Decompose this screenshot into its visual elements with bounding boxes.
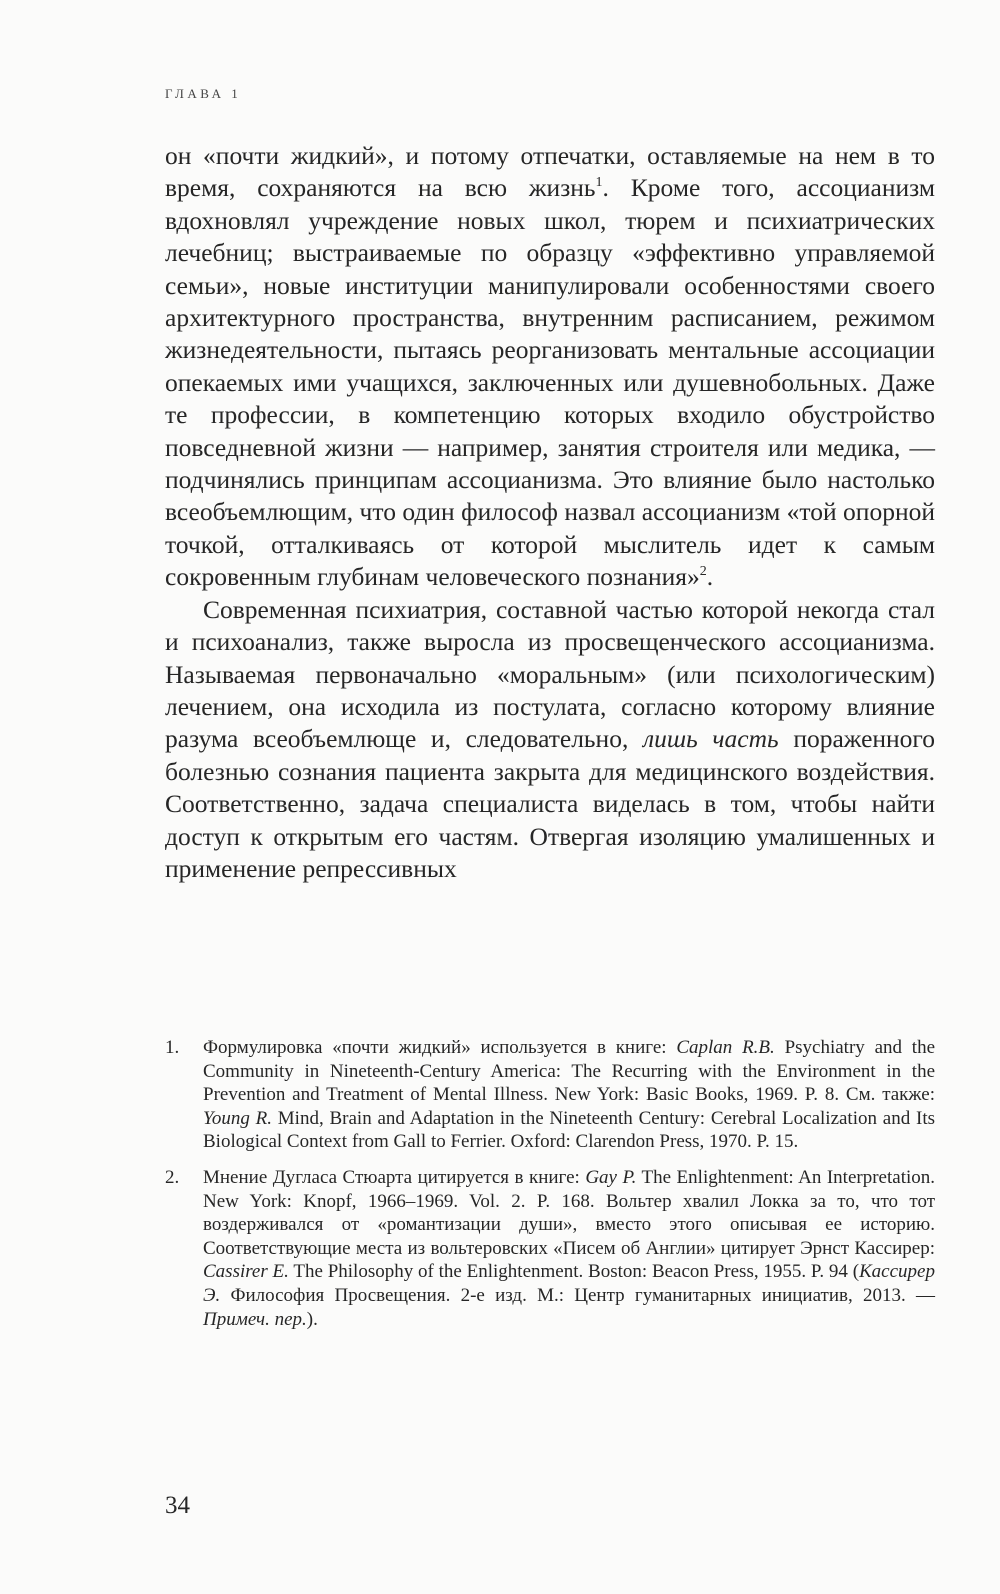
paragraph-2: [165, 594, 935, 886]
footnote-text: [203, 1166, 935, 1331]
fn2-author: Gay P.: [585, 1166, 637, 1188]
p1-text-c: .: [706, 562, 714, 592]
footnote-number: 1.: [165, 1037, 180, 1058]
fn1-author: Caplan R.B.: [676, 1037, 775, 1058]
fn1-part: Формулировка «почти жидкий» используется в книге:: [203, 1037, 667, 1058]
fn2-part: Философия Просвещения. 2-е изд. М.: Центр гуманитарных инициатив, 2013. —: [230, 1284, 936, 1306]
fn2-part: The Enlightenment: An Interpretation. New York: Knopf, 1966–1969. Vol. 2. P. 168. Вольтер хвалил Локка за то, что тот воздерживался от «романтизации души», вместо этого описывая ее историю. Соответствующие места из вольтеровских «Писем об Англии» цитирует Эрнст Кассирер:: [203, 1166, 935, 1259]
fn2-author: Кассирер Э.: [203, 1261, 935, 1306]
running-header: ГЛАВА 1: [165, 86, 242, 101]
paragraph-1: [165, 140, 935, 594]
footnote-1: [165, 1036, 935, 1154]
footnote-ref-2: 2: [699, 564, 707, 580]
page-number: 34: [165, 1492, 190, 1519]
footnotes: [165, 1036, 935, 1343]
fn2-part: Мнение Дугласа Стюарта цитируется в книге:: [203, 1166, 580, 1188]
fn1-part: Mind, Brain and Adaptation in the Nineteenth Century: Cerebral Localization and Its Biological Context from Gall to Ferrier. Oxford: Clarendon Press, 1970. P. 15.: [203, 1107, 935, 1153]
footnote-text: [203, 1036, 935, 1154]
fn1-author: Young R.: [203, 1107, 272, 1129]
footnote-number: 2.: [165, 1166, 180, 1188]
fn2-part: The Philosophy of the Enlightenment. Boston: Beacon Press, 1955. P. 94 (: [293, 1261, 860, 1283]
footnote-2: [165, 1166, 935, 1331]
p2-italic: лишь часть: [643, 724, 779, 754]
fn2-note: Примеч. пер.: [203, 1308, 307, 1330]
fn2-part: ).: [306, 1308, 318, 1330]
p2-text-b: пораженного болезнью сознания пациента закрыта для медицинского воздействия. Соответственно, задача специалиста виделась в том, чтобы найти доступ к открытым его частям. Отвергая изоляцию умалишенных и применение репрессивных: [165, 724, 936, 883]
p1-text-a: он «почти жидкий», и потому отпечатки, оставляемые на нем в то время, сохраняются на всю жизнь: [165, 141, 935, 203]
footnote-ref-1: 1: [595, 175, 603, 191]
main-text: [165, 140, 935, 885]
fn2-author: Cassirer E.: [203, 1261, 289, 1283]
p1-text-b: . Кроме того, ассоцианизм вдохновлял учреждение новых школ, тюрем и психиатрических лечебниц; выстраиваемые по образцу «эффективно управляемой семьи», новые институции манипулировали особенностями своего архитектурного пространства, внутренним расписанием, режимом жизнедеятельности, пытаясь реорганизовать ментальные ассоциации опекаемых ими учащихся, заключенных или душевнобольных. Даже те профессии, в компетенцию которых входило обустройство повседневной жизни — например, занятия строителя или медика, — подчинялись принципам ассоцианизма. Это влияние было настолько всеобъемлющим, что один философ назвал ассоцианизм «той опорной точкой, отталкиваясь от которой мыслитель идет к самым сокровенным глубинам человеческого познания»: [165, 173, 935, 592]
p2-text-a: Современная психиатрия, составной частью которой некогда стал и психоанализ, также выросла из просвещенческого ассоцианизма. Называемая первоначально «моральным» (или психологическим) лечением, она исходила из постулата, согласно которому влияние разума всеобъемлюще и, следовательно,: [165, 594, 935, 754]
fn1-part: Psychiatry and the Community in Nineteenth-Century America: The Recurring with the Environment in the Prevention and Treatment of Mental Illness. New York: Basic Books, 1969. P. 8. См. также:: [203, 1037, 936, 1106]
